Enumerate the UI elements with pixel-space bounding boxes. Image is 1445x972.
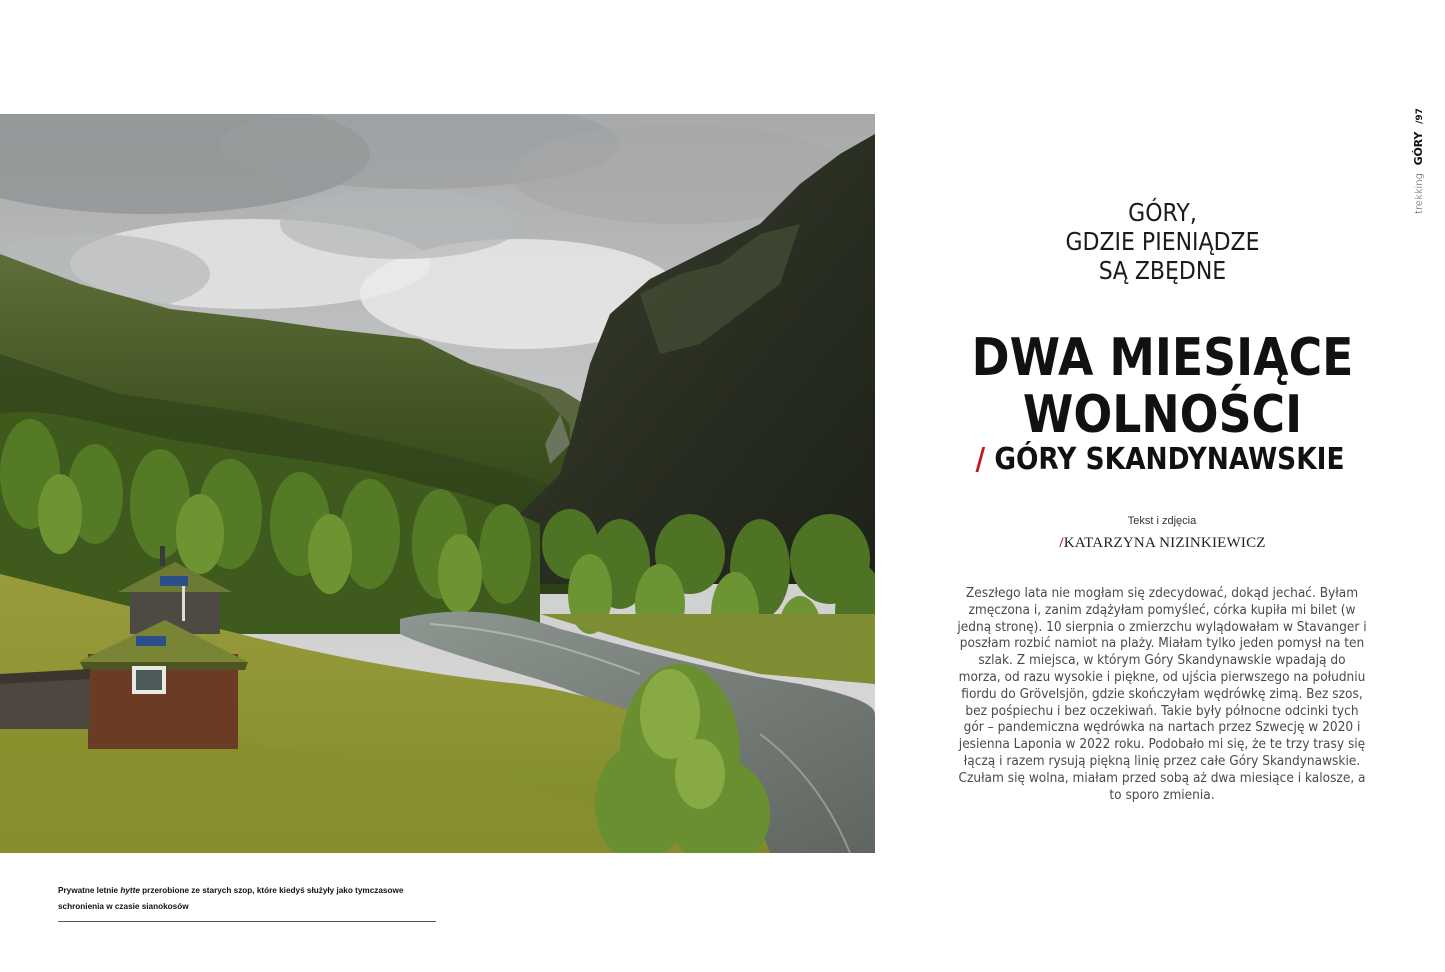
byline-slash: / <box>1059 535 1064 551</box>
caption-text: Prywatne letnie <box>58 886 121 895</box>
title-line: DWA MIESIĄCE <box>971 328 1354 388</box>
magazine-name: GÓRY <box>1412 131 1425 166</box>
page-number: /97 <box>1415 108 1425 124</box>
section-label: trekking <box>1414 173 1425 214</box>
kicker-line: GÓRY, <box>1128 198 1197 227</box>
article-subtitle <box>975 441 1345 479</box>
kicker-line: GDZIE PIENIĄDZE <box>1065 227 1260 256</box>
byline-label: Tekst i zdjęcia <box>1127 515 1197 527</box>
caption-italic: hytte <box>120 886 140 895</box>
author-name: KATARZYNA NIZINKIEWICZ <box>1063 535 1266 551</box>
byline-author <box>1030 535 1295 552</box>
subtitle-text: GÓRY SKANDYNAWSKIE <box>994 442 1345 477</box>
caption-divider <box>58 921 436 922</box>
subtitle-slash: / <box>975 442 986 477</box>
caption-text-end: przerobione ze starych szop, które kiedyś służyły jako tymczasowe schronienia w czasie sianokosów <box>58 886 404 911</box>
kicker-line: SĄ ZBĘDNE <box>1098 256 1227 285</box>
hero-photo <box>0 114 875 853</box>
photo-caption <box>58 883 438 915</box>
article-title <box>967 330 1359 444</box>
title-line: WOLNOŚCI <box>1022 385 1303 445</box>
page-folio <box>1402 108 1432 216</box>
lead-paragraph: Zeszłego lata nie mogłam się zdecydować, dokąd jechać. Byłam zmęczona i, zanim zdążyłam pomyśleć, córka kupiła mi bilet (w jedną stronę). 10 sierpnia o zmierzchu wylądowałam w Stavanger i poszłam rozbić namiot na plaży. Miałam tylko jeden pomysł na ten szlak. Z miejsca, w którym Góry Skandynawskie wpadają do morza, od razu wysokie i piękne, od ujścia pierwszego na południu fiordu do Grövelsjön, gdzie skończyłam wędrówkę zimą. Bez szos, bez pośpiechu i bez oczekiwań. Takie były północne odcinki tych gór – pandemiczna wędrówka na nartach przez Szwecję w 2020 i jesienna Laponia w 2022 roku. Podobało mi się, że te trzy trasy się łączą i razem rysują piękną linię przez całe Góry Skandynawskie. Czułam się wolna, miałam przed sobą aż dwa miesiące i kalosze, a to sporo zmienia. <box>957 586 1367 803</box>
kicker <box>1028 198 1296 285</box>
